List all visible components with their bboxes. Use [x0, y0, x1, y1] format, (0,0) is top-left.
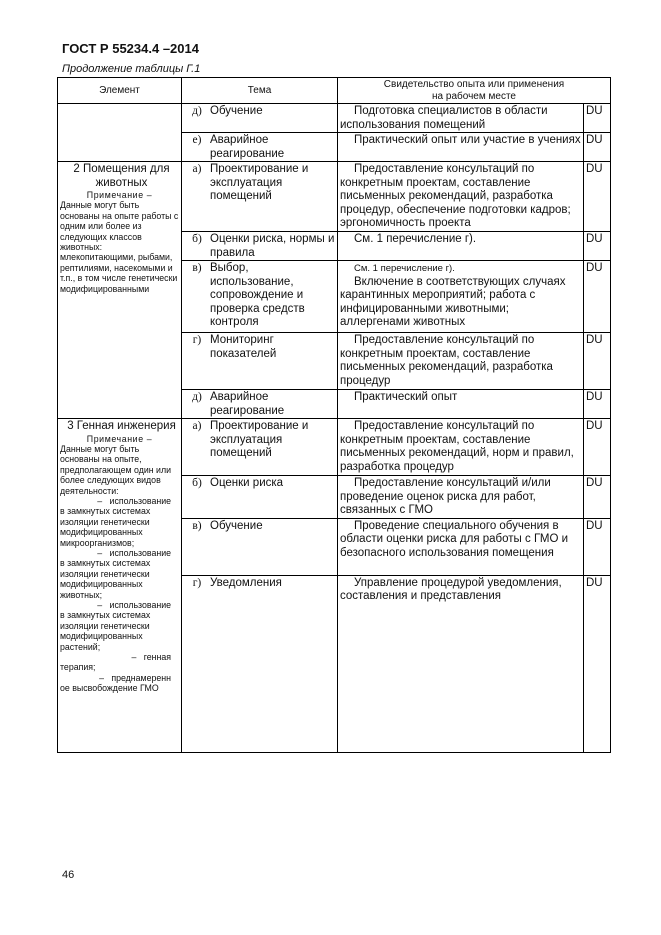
- note-text: Данные могут быть основаны на опыте работы с одним или более из следующих классов животных: млекопитающими, рыбами, рептилиями, насекомыми и т.п., в том числе генетически модифицированными: [60, 200, 179, 294]
- topic-marker: г): [192, 576, 202, 589]
- header-evidence: [338, 78, 611, 104]
- topic-text: Мониторинг показателей: [210, 334, 277, 360]
- dash: –: [131, 652, 137, 663]
- topic-cell: [182, 333, 338, 390]
- note-bullet: [60, 548, 179, 600]
- topic-text: Обучение: [210, 519, 263, 532]
- evidence-cell: Управление процедурой уведомления, составления и представления: [338, 575, 584, 752]
- table-row: [58, 104, 611, 133]
- topic-marker: д): [192, 391, 202, 403]
- topic-text: Проектирование и эксплуатация помещений: [210, 420, 309, 459]
- topic-text: Уведомления: [210, 576, 282, 589]
- topic-cell: [182, 476, 338, 519]
- evidence-cell: [338, 261, 584, 333]
- topic-marker: в): [192, 262, 202, 274]
- note-bullet: [60, 673, 179, 694]
- topic-marker: б): [192, 233, 202, 245]
- evidence-cell: Предоставление консультаций по конкретным проектам, составление письменных рекомендаций, разработка процедур: [338, 333, 584, 390]
- topic-cell: [182, 104, 338, 133]
- note-bullet: [60, 496, 179, 548]
- table-row: [58, 162, 611, 232]
- topic-text: Аварийное реагирование: [210, 134, 285, 160]
- note-bullet: [60, 652, 179, 673]
- level-cell: DU: [584, 518, 611, 575]
- evidence-cell: Предоставление консультаций и/или проведение оценок риска для работ, связанных с ГМО: [338, 476, 584, 519]
- header-evidence-line1: Свидетельство опыта или применения: [383, 79, 565, 90]
- bullet-rest: терапия;: [60, 662, 96, 673]
- evidence-cell: Практический опыт или участие в учениях: [338, 133, 584, 162]
- topic-marker: а): [192, 420, 202, 432]
- page-number: 46: [62, 869, 75, 881]
- header-element: Элемент: [58, 78, 182, 104]
- element-title: 2 Помещения для животных: [73, 163, 170, 189]
- evidence-cell: Подготовка специалистов в области использования помещений: [338, 104, 584, 133]
- evidence-cell: Проведение специального обучения в области оценки риска для работы с ГМО и безопасного использования помещения: [338, 518, 584, 575]
- bullet-lead: генная: [143, 652, 171, 663]
- level-cell: DU: [584, 390, 611, 419]
- topic-cell: [182, 133, 338, 162]
- topic-cell: [182, 261, 338, 333]
- evidence-reference: См. 1 перечисление г).: [354, 263, 455, 274]
- bullet-rest: в замкнутых системах изоляции генетически модифицированных растений;: [60, 610, 151, 652]
- level-cell: DU: [584, 261, 611, 333]
- element-title: 3 Генная инженерия: [67, 420, 176, 432]
- dash: –: [97, 495, 103, 506]
- table-continuation-caption: Продолжение таблицы Г.1: [62, 63, 201, 75]
- topic-text: Оценки риска: [210, 477, 284, 489]
- topic-text: Оценки риска, нормы и правила: [210, 233, 335, 259]
- evidence-cell: Практический опыт: [338, 390, 584, 419]
- dash: –: [97, 600, 103, 610]
- note-label: Примечание –: [86, 190, 153, 200]
- element-cell-animal-facilities: [58, 162, 182, 419]
- evidence-cell: Предоставление консультаций по конкретным проектам, составление письменных рекомендаций, разработка процедур, обеспечение подготовки кадров; эргономичность проекта: [338, 162, 584, 232]
- dash: –: [97, 547, 103, 558]
- level-cell: DU: [584, 104, 611, 133]
- level-cell: DU: [584, 133, 611, 162]
- element-cell-genetic-engineering: [58, 419, 182, 753]
- table-header-row: [58, 78, 611, 104]
- bullet-rest: в замкнутых системах изоляции генетически модифицированных микроорганизмов;: [60, 506, 151, 548]
- topic-marker: в): [192, 519, 202, 532]
- bullet-lead: использование: [109, 600, 171, 610]
- level-cell: DU: [584, 476, 611, 519]
- topic-cell: [182, 518, 338, 575]
- bullet-lead: преднамеренн: [111, 672, 171, 683]
- evidence-text: Включение в соответствующих случаях карантинных мероприятий; работа с инфицированными животными; аллергенами животных: [340, 275, 566, 328]
- topic-marker: б): [192, 477, 202, 489]
- topic-cell: [182, 390, 338, 419]
- topic-text: Проектирование и эксплуатация помещений: [210, 163, 309, 202]
- topic-cell: [182, 575, 338, 752]
- topic-cell: [182, 419, 338, 476]
- topic-marker: а): [192, 163, 202, 175]
- topic-marker: д): [192, 105, 202, 117]
- bullet-lead: использование: [109, 547, 171, 558]
- document-title: ГОСТ Р 55234.4 –2014: [62, 41, 199, 56]
- topic-text: Выбор, использование, сопровождение и проверка средств контроля: [210, 262, 305, 328]
- header-topic: Тема: [182, 78, 338, 104]
- level-cell: DU: [584, 575, 611, 752]
- topic-cell: [182, 162, 338, 232]
- bullet-rest: ое высвобождение ГМО: [60, 683, 159, 694]
- bullet-rest: в замкнутых системах изоляции генетически модифицированных животных;: [60, 558, 151, 600]
- evidence-cell: См. 1 перечисление г).: [338, 232, 584, 261]
- level-cell: DU: [584, 419, 611, 476]
- evidence-cell: Предоставление консультаций по конкретным проектам, составление письменных рекомендаций, норм и правил, разработка процедур: [338, 419, 584, 476]
- level-cell: DU: [584, 232, 611, 261]
- note-bullet: [60, 600, 179, 652]
- topic-text: Аварийное реагирование: [210, 391, 285, 417]
- bullet-lead: использование: [109, 495, 171, 506]
- element-cell-empty: [58, 104, 182, 162]
- level-cell: DU: [584, 333, 611, 390]
- note-label: Примечание –: [86, 433, 153, 444]
- topic-cell: [182, 232, 338, 261]
- header-evidence-line2: на рабочем месте: [432, 91, 516, 102]
- topic-marker: г): [192, 334, 202, 346]
- topic-marker: е): [192, 134, 202, 146]
- note-text: Данные могут быть основаны на опыте, предполагающем один или более следующих видов деятельности:: [60, 443, 172, 496]
- competence-table: [57, 77, 611, 753]
- dash: –: [99, 672, 104, 683]
- level-cell: DU: [584, 162, 611, 232]
- topic-text: Обучение: [210, 105, 263, 117]
- table-row: [58, 419, 611, 476]
